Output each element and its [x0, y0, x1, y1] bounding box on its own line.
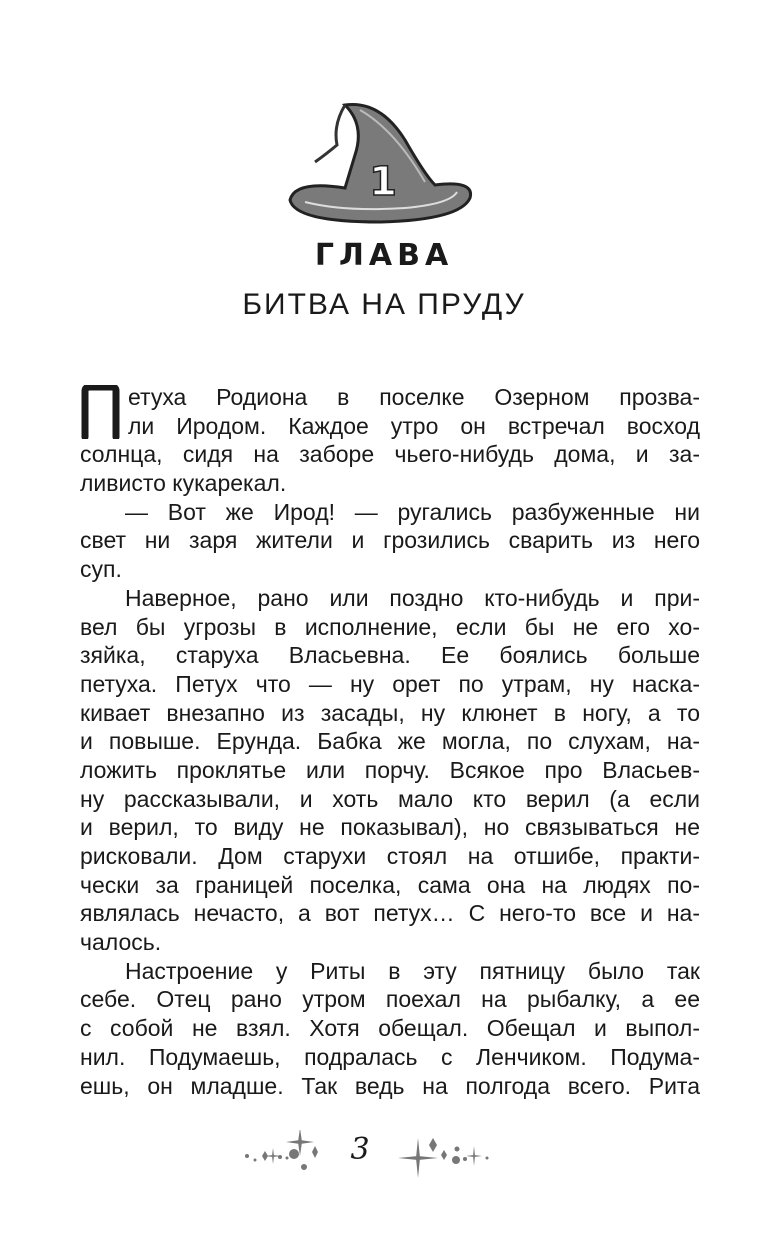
- text-line: — Вот же Ирод! — ругались разбуженные ни: [125, 498, 700, 525]
- text-line: являлась нечасто, а вот петух… С него-то все и на-: [80, 900, 700, 927]
- text-line: ливисто кукарекал.: [80, 470, 287, 497]
- text-line: Настроение у Риты в эту пятницу было так: [125, 957, 700, 984]
- text-line: чески за границей поселка, сама она на людях по-: [80, 871, 700, 898]
- text-line: и повыше. Ерунда. Бабка же могла, по слухам, на-: [80, 728, 700, 755]
- text-line: кивает внезапно из засады, ну клюнет в ногу, а то: [80, 699, 700, 726]
- text-line: суп.: [80, 556, 122, 583]
- text-line: вел бы угрозы в исполнение, если бы не его хо-: [80, 613, 700, 640]
- text-line: ли Иродом. Каждое утро он встречал восход: [128, 412, 700, 439]
- body-text: [80, 383, 700, 1100]
- chapter-number: 1: [369, 159, 397, 205]
- text-line: петуха. Петух что — ну орет по утрам, ну наска-: [80, 670, 700, 697]
- text-line: солнца, сидя на заборе чьего-нибудь дома, и за-: [80, 441, 700, 468]
- text-line: и верил, то виду не показывал), но связываться не: [80, 814, 700, 841]
- chapter-title: БИТВА НА ПРУДУ: [242, 288, 526, 321]
- text-line: чалось.: [80, 929, 162, 956]
- text-line: зяйка, старуха Власьевна. Ее боялись больше: [80, 642, 700, 669]
- stars-ornament: [0, 1130, 768, 1190]
- text-line: свет ни заря жители и грозились сварить из него: [80, 527, 700, 554]
- text-line: ешь, он младше. Так ведь на полгода всего. Рита: [80, 1072, 700, 1099]
- text-line: ну рассказывали, и хоть мало кто верил (а если: [80, 785, 700, 812]
- text-line: нил. Подумаешь, подралась с Ленчиком. Подума-: [80, 1043, 700, 1070]
- text-line: себе. Отец рано утром поехал на рыбалку, а ее: [80, 986, 700, 1013]
- text-line: ложить проклятье или порчу. Всякое про Власьев-: [80, 756, 700, 783]
- drop-cap: [80, 385, 120, 439]
- text-line: етуха Родиона в поселке Озерном прозва-: [128, 384, 700, 410]
- text-line: с собой не взял. Хотя обещал. Обещал и выпол-: [80, 1015, 700, 1042]
- chapter-label: ГЛАВА: [314, 238, 454, 273]
- text-line: рисковали. Дом старухи стоял на отшибе, практи-: [80, 843, 700, 869]
- text-line: Наверное, рано или поздно кто-нибудь и при-: [125, 584, 700, 611]
- page-number: 3: [350, 1132, 370, 1167]
- witch-hat-chapter-icon: [285, 100, 475, 230]
